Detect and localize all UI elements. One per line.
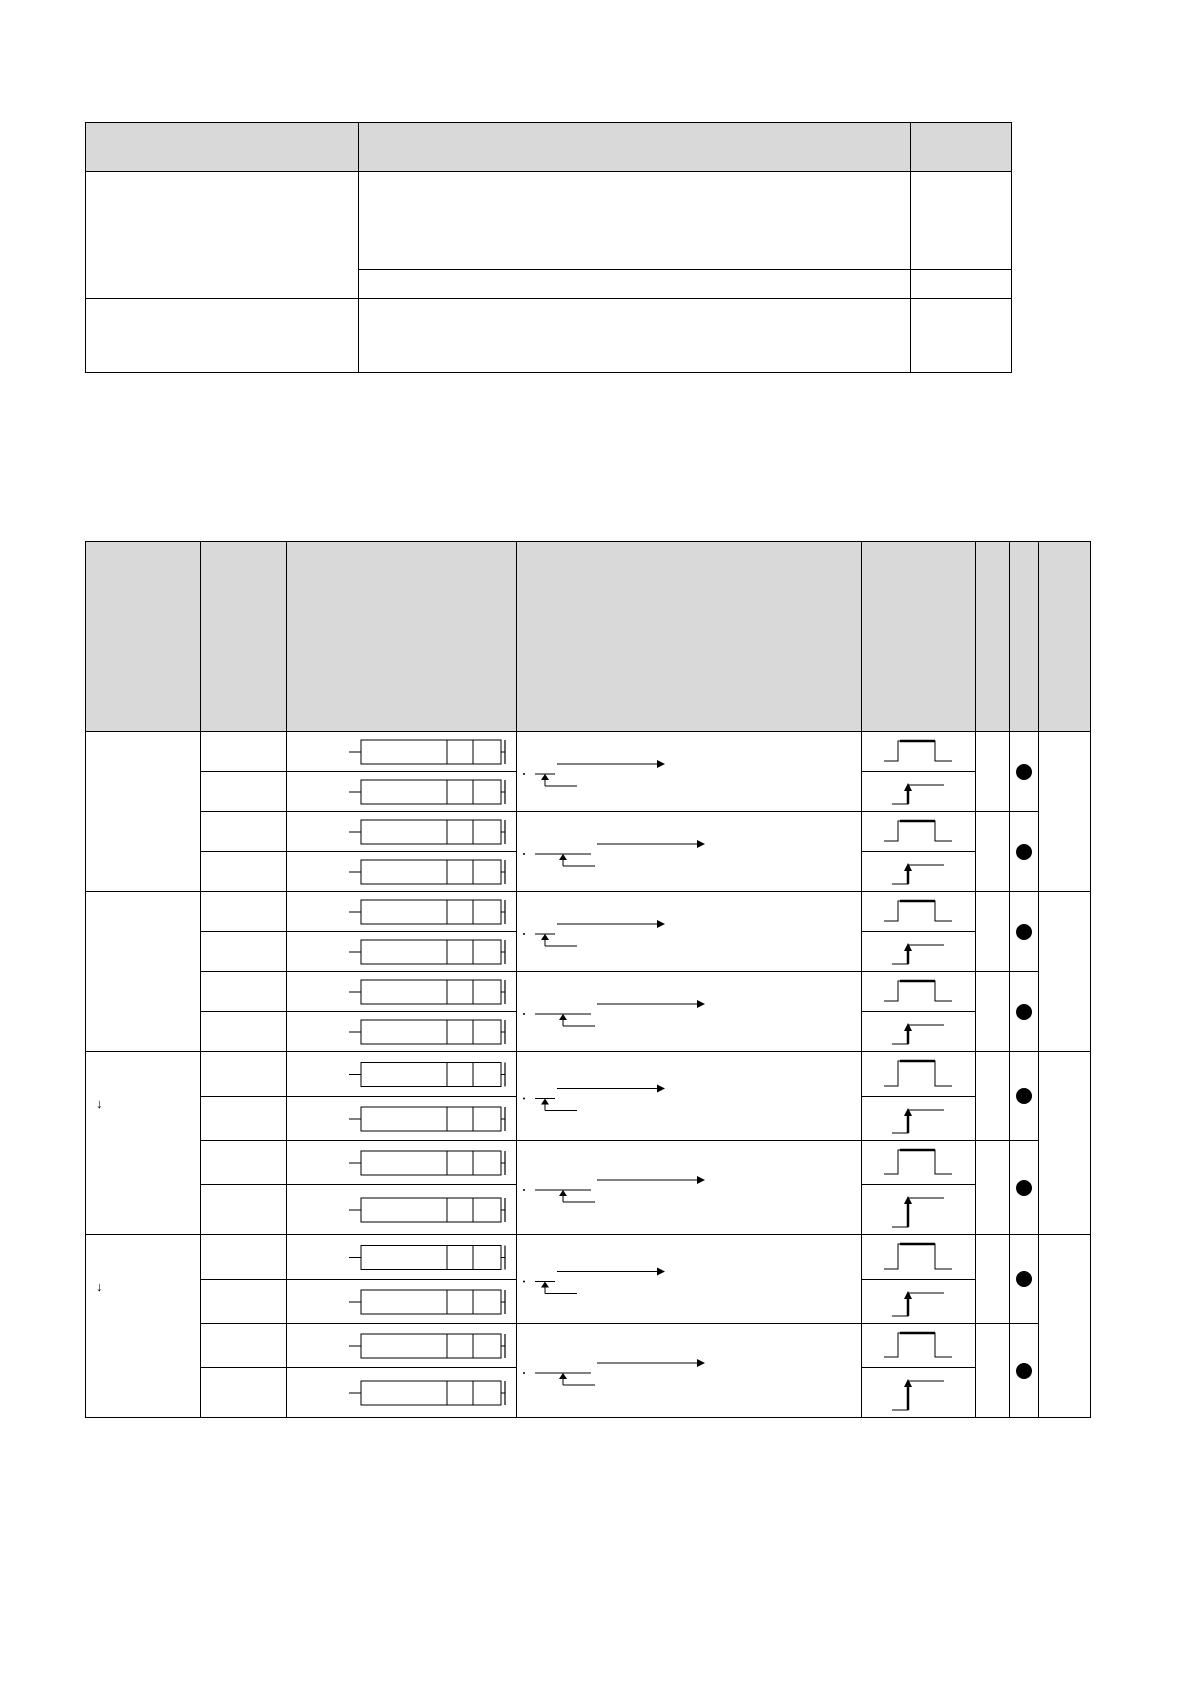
- edge-cell: [862, 1368, 976, 1418]
- operation-cell: [517, 1235, 862, 1324]
- operation-cell: [517, 1052, 862, 1141]
- pulse-waveform: [884, 1150, 952, 1174]
- ladder-instruction-box: [361, 1020, 501, 1044]
- flag-cell: [976, 1235, 1010, 1324]
- pulse-cell: [862, 732, 976, 772]
- edge-waveform: [892, 785, 944, 804]
- pulse-waveform: [884, 821, 952, 841]
- info-cell: [359, 172, 911, 270]
- ladder-instruction-box: [361, 1107, 501, 1131]
- pulse-icon: [862, 733, 976, 771]
- operation-arrowhead: [657, 920, 665, 928]
- support-dot-icon: [1016, 1004, 1032, 1020]
- ladder-diagram: [287, 853, 517, 891]
- ladder-diagram: [287, 933, 517, 971]
- operation-diagram: [517, 1053, 862, 1140]
- notes-cell: [1039, 732, 1091, 892]
- ladder-diagram: [287, 1281, 517, 1323]
- pulse-icon: [862, 893, 976, 931]
- ladder-cell: [287, 1368, 517, 1418]
- operation-arrowhead: [559, 1373, 567, 1379]
- pulse-icon: [862, 1325, 976, 1367]
- ladder-instruction-box: [361, 1151, 501, 1175]
- ladder-instruction-box: [361, 1062, 501, 1086]
- ladder-instruction-box: [361, 1245, 501, 1269]
- ladder-diagram: [287, 773, 517, 811]
- operation-dot: [523, 1097, 525, 1099]
- flag-cell: [976, 1141, 1010, 1235]
- operation-cell: [517, 812, 862, 892]
- instruction-code-cell: [201, 852, 287, 892]
- flag-cell: [976, 732, 1010, 812]
- instruction-row: [86, 1324, 1091, 1368]
- flag-cell: [976, 1052, 1010, 1141]
- support-cell: [1010, 1141, 1039, 1235]
- operation-arrowhead: [657, 760, 665, 768]
- support-cell: [1010, 1235, 1039, 1324]
- support-dot-icon: [1016, 1180, 1032, 1196]
- ladder-instruction-box: [361, 940, 501, 964]
- support-cell: [1010, 892, 1039, 972]
- rising-edge-icon: [862, 933, 976, 971]
- edge-arrowhead: [904, 863, 912, 871]
- rising-edge-icon: [862, 1369, 976, 1417]
- ladder-diagram: [287, 1186, 517, 1234]
- operation-diagram: [517, 1236, 862, 1323]
- group-label-cell: [86, 732, 201, 892]
- edge-waveform: [892, 945, 944, 964]
- info-header-cell: [86, 123, 359, 172]
- edge-arrowhead: [904, 783, 912, 791]
- instruction-table: [85, 541, 1091, 1418]
- operation-arrowhead: [541, 1281, 549, 1287]
- instruction-header-cell: [976, 542, 1010, 732]
- instruction-row: [86, 732, 1091, 772]
- ladder-instruction-box: [361, 780, 501, 804]
- ladder-diagram: [287, 893, 517, 931]
- support-dot-icon: [1016, 1271, 1032, 1287]
- instruction-code-cell: [201, 1324, 287, 1368]
- ladder-cell: [287, 1324, 517, 1368]
- info-cell: [359, 299, 911, 373]
- support-cell: [1010, 812, 1039, 892]
- info-cell: [86, 299, 359, 373]
- operation-cell: [517, 892, 862, 972]
- operation-dot: [523, 1280, 525, 1282]
- ladder-diagram: [287, 1053, 517, 1096]
- info-table: [85, 122, 1012, 373]
- edge-cell: [862, 1097, 976, 1141]
- edge-arrowhead: [904, 1379, 912, 1387]
- ladder-diagram: [287, 1325, 517, 1367]
- instruction-code-cell: [201, 812, 287, 852]
- edge-arrowhead: [904, 1023, 912, 1031]
- operation-dot: [523, 1189, 525, 1191]
- notes-cell: [1039, 1235, 1091, 1418]
- instruction-row: [86, 812, 1091, 852]
- instruction-row: [86, 972, 1091, 1012]
- ladder-instruction-box: [361, 980, 501, 1004]
- instruction-code-cell: [201, 732, 287, 772]
- info-cell: [911, 299, 1012, 373]
- instruction-header-row: [86, 542, 1091, 732]
- operation-dot: [523, 933, 525, 935]
- operation-arrowhead: [541, 1098, 549, 1104]
- pulse-waveform: [884, 901, 952, 921]
- rising-edge-icon: [862, 773, 976, 811]
- ladder-instruction-box: [361, 740, 501, 764]
- ladder-cell: [287, 732, 517, 772]
- info-cell: [359, 270, 911, 299]
- pulse-cell: [862, 812, 976, 852]
- rising-edge-icon: [862, 1281, 976, 1323]
- instruction-header-cell: [86, 542, 201, 732]
- ladder-diagram: [287, 1098, 517, 1140]
- pulse-cell: [862, 1235, 976, 1280]
- operation-diagram: [517, 813, 862, 891]
- support-dot-icon: [1016, 844, 1032, 860]
- ladder-diagram: [287, 1142, 517, 1184]
- instruction-header-cell: [287, 542, 517, 732]
- ladder-instruction-box: [361, 1334, 501, 1358]
- pulse-icon: [862, 1142, 976, 1184]
- rising-edge-icon: [862, 853, 976, 891]
- edge-arrowhead: [904, 1108, 912, 1116]
- edge-cell: [862, 932, 976, 972]
- ladder-cell: [287, 1280, 517, 1324]
- notes-cell: [1039, 1052, 1091, 1235]
- instruction-row: [86, 1052, 1091, 1097]
- pulse-cell: [862, 1141, 976, 1185]
- operation-cell: [517, 732, 862, 812]
- ladder-cell: [287, 892, 517, 932]
- pulse-cell: [862, 1052, 976, 1097]
- ladder-cell: [287, 852, 517, 892]
- operation-dot: [523, 1372, 525, 1374]
- edge-arrowhead: [904, 943, 912, 951]
- operation-arrowhead: [697, 1176, 705, 1184]
- support-dot-icon: [1016, 1363, 1032, 1379]
- operation-cell: [517, 972, 862, 1052]
- ladder-instruction-box: [361, 860, 501, 884]
- ladder-cell: [287, 972, 517, 1012]
- ladder-cell: [287, 1012, 517, 1052]
- pulse-cell: [862, 892, 976, 932]
- operation-diagram: [517, 1325, 862, 1417]
- ladder-cell: [287, 1097, 517, 1141]
- info-cell: [86, 172, 359, 299]
- edge-cell: [862, 1012, 976, 1052]
- pulse-waveform: [884, 1244, 952, 1269]
- instruction-body: [86, 732, 1091, 1418]
- pulse-waveform: [884, 741, 952, 761]
- operation-arrowhead: [559, 854, 567, 860]
- ladder-cell: [287, 772, 517, 812]
- instruction-row: [86, 892, 1091, 932]
- rising-edge-icon: [862, 1186, 976, 1234]
- group-label-cell: [86, 1052, 201, 1235]
- pulse-icon: [862, 1236, 976, 1279]
- instruction-code-cell: [201, 1368, 287, 1418]
- ladder-cell: [287, 1185, 517, 1235]
- ladder-diagram: [287, 1369, 517, 1417]
- operation-diagram: [517, 973, 862, 1051]
- operation-arrowhead: [657, 1084, 665, 1092]
- ladder-cell: [287, 932, 517, 972]
- edge-cell: [862, 1185, 976, 1235]
- operation-arrowhead: [697, 1359, 705, 1367]
- rising-edge-icon: [862, 1013, 976, 1051]
- edge-waveform: [892, 1381, 944, 1410]
- info-header-row: [86, 123, 1012, 172]
- edge-waveform: [892, 1293, 944, 1316]
- flag-cell: [976, 1324, 1010, 1418]
- operation-cell: [517, 1324, 862, 1418]
- flag-cell: [976, 892, 1010, 972]
- info-cell: [911, 270, 1012, 299]
- group-label: ↓: [96, 1096, 103, 1111]
- ladder-cell: [287, 1235, 517, 1280]
- ladder-instruction-box: [361, 1381, 501, 1405]
- instruction-row: [86, 1141, 1091, 1185]
- pulse-icon: [862, 813, 976, 851]
- pulse-icon: [862, 973, 976, 1011]
- group-label-cell: [86, 892, 201, 1052]
- info-header-cell: [359, 123, 911, 172]
- instruction-header-cell: [1010, 542, 1039, 732]
- notes-cell: [1039, 892, 1091, 1052]
- operation-arrowhead: [559, 1190, 567, 1196]
- operation-arrowhead: [541, 774, 549, 780]
- instruction-code-cell: [201, 1185, 287, 1235]
- ladder-instruction-box: [361, 900, 501, 924]
- support-cell: [1010, 1324, 1039, 1418]
- pulse-waveform: [884, 981, 952, 1001]
- ladder-diagram: [287, 1236, 517, 1279]
- instruction-header-cell: [1039, 542, 1091, 732]
- edge-cell: [862, 772, 976, 812]
- edge-waveform: [892, 1198, 944, 1227]
- group-label-cell: [86, 1235, 201, 1418]
- pulse-icon: [862, 1053, 976, 1096]
- pulse-waveform: [884, 1061, 952, 1086]
- operation-dot: [523, 1013, 525, 1015]
- ladder-cell: [287, 1052, 517, 1097]
- edge-waveform: [892, 865, 944, 884]
- support-cell: [1010, 1052, 1039, 1141]
- rising-edge-icon: [862, 1098, 976, 1140]
- operation-arrowhead: [657, 1267, 665, 1275]
- flag-cell: [976, 972, 1010, 1052]
- operation-diagram: [517, 1142, 862, 1234]
- operation-dot: [523, 773, 525, 775]
- edge-waveform: [892, 1110, 944, 1133]
- operation-arrowhead: [541, 934, 549, 940]
- instruction-code-cell: [201, 1097, 287, 1141]
- instruction-code-cell: [201, 932, 287, 972]
- edge-arrowhead: [904, 1196, 912, 1204]
- support-cell: [1010, 972, 1039, 1052]
- support-dot-icon: [1016, 764, 1032, 780]
- operation-cell: [517, 1141, 862, 1235]
- support-dot-icon: [1016, 1088, 1032, 1104]
- ladder-instruction-box: [361, 1198, 501, 1222]
- operation-arrowhead: [559, 1014, 567, 1020]
- pulse-cell: [862, 972, 976, 1012]
- info-row: [86, 172, 1012, 270]
- flag-cell: [976, 812, 1010, 892]
- instruction-code-cell: [201, 892, 287, 932]
- pulse-waveform: [884, 1333, 952, 1357]
- instruction-code-cell: [201, 1235, 287, 1280]
- operation-arrowhead: [697, 1000, 705, 1008]
- edge-cell: [862, 852, 976, 892]
- support-cell: [1010, 732, 1039, 812]
- edge-arrowhead: [904, 1291, 912, 1299]
- ladder-cell: [287, 1141, 517, 1185]
- edge-cell: [862, 1280, 976, 1324]
- ladder-diagram: [287, 813, 517, 851]
- ladder-diagram: [287, 733, 517, 771]
- operation-diagram: [517, 733, 862, 811]
- info-cell: [911, 172, 1012, 270]
- instruction-row: [86, 1235, 1091, 1280]
- ladder-instruction-box: [361, 1290, 501, 1314]
- instruction-header-cell: [201, 542, 287, 732]
- ladder-cell: [287, 812, 517, 852]
- instruction-code-cell: [201, 972, 287, 1012]
- group-label: ↓: [96, 1279, 103, 1294]
- ladder-diagram: [287, 973, 517, 1011]
- instruction-code-cell: [201, 1141, 287, 1185]
- info-header-cell: [911, 123, 1012, 172]
- operation-arrowhead: [697, 840, 705, 848]
- info-row: [86, 299, 1012, 373]
- ladder-instruction-box: [361, 820, 501, 844]
- operation-dot: [523, 853, 525, 855]
- edge-waveform: [892, 1025, 944, 1044]
- instruction-code-cell: [201, 1012, 287, 1052]
- operation-diagram: [517, 893, 862, 971]
- instruction-code-cell: [201, 772, 287, 812]
- instruction-code-cell: [201, 1052, 287, 1097]
- instruction-code-cell: [201, 1280, 287, 1324]
- instruction-header-cell: [517, 542, 862, 732]
- instruction-header-cell: [862, 542, 976, 732]
- support-dot-icon: [1016, 924, 1032, 940]
- ladder-diagram: [287, 1013, 517, 1051]
- pulse-cell: [862, 1324, 976, 1368]
